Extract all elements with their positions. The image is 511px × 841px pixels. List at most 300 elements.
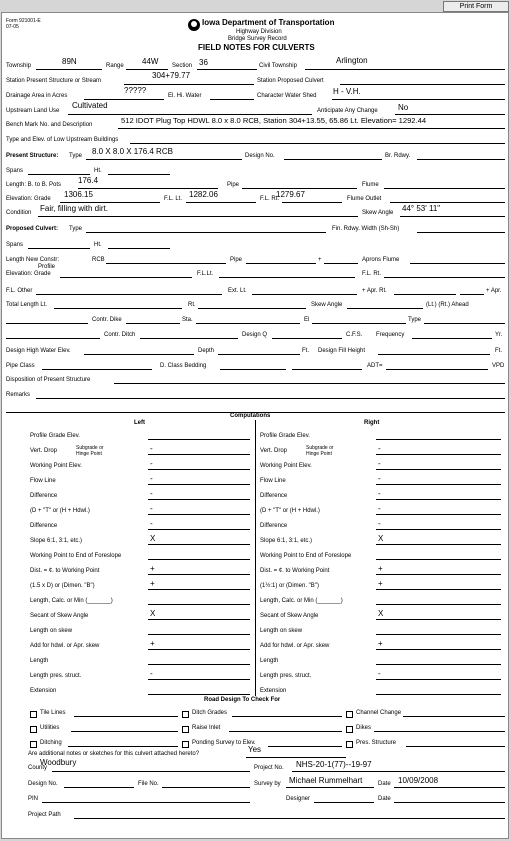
lt-rt-ahead-label: (Lt.) (Rt.) Ahead: [426, 302, 469, 308]
proposed-type-label: Type: [69, 226, 83, 232]
comp-left-line: [148, 619, 250, 620]
br-rdwy-label: Br. Rdwy.: [385, 153, 411, 159]
civil-township-line: [305, 69, 505, 70]
record-name: Bridge Survey Record: [228, 36, 287, 42]
fl-rt2-label: F.L. Rt.: [362, 271, 382, 277]
comp-left-field[interactable]: X: [150, 609, 156, 618]
date-label: Date: [378, 781, 391, 787]
design-q-line: [272, 338, 342, 339]
comp-right-label: (D + "T" or (H + Hdwl.): [260, 508, 320, 514]
comp-right-label: Flow Line: [260, 478, 286, 484]
comp-left-sub1: Subgrade or: [76, 445, 104, 451]
form-number: Form 921001-E: [6, 18, 41, 24]
comp-right-sub1: Subgrade or: [306, 445, 334, 451]
upstream-land-use-label: Upstream Land Use: [6, 108, 60, 114]
flume-outlet-line: [390, 202, 505, 203]
contr-dike-label: Contr. Dike: [92, 317, 122, 323]
station-present-line: [124, 84, 254, 85]
township-line: [36, 69, 102, 70]
notes-answer-field[interactable]: Yes: [248, 745, 262, 754]
design-no-label: Design No.: [245, 153, 275, 159]
apr-label: + Apr.: [486, 288, 502, 294]
ht-label: Ht.: [94, 168, 102, 174]
section-field[interactable]: 36: [199, 58, 208, 67]
fl-rt-field[interactable]: 1279.67: [276, 190, 305, 199]
checkbox-ponding-survey-to-elev[interactable]: [182, 741, 189, 748]
checkbox-line: [232, 716, 342, 717]
road-design-title: Road Design To Check For: [204, 697, 281, 703]
d-class-bedding-label: D. Class Bedding: [160, 363, 207, 369]
flume-line: [384, 188, 505, 189]
comp-right-label: Dist. = ¢. to Working Point: [260, 568, 330, 574]
checkbox-label: Channel Change: [356, 710, 402, 716]
comp-left-line: [148, 694, 250, 695]
skew-angle-field[interactable]: 44° 53' 11": [402, 204, 441, 213]
checkbox-label: Tile Lines: [40, 710, 66, 716]
division-name: Highway Division: [236, 29, 282, 35]
apr-rt-label: + Apr. Rt.: [362, 288, 387, 294]
disposition-line: [114, 383, 505, 384]
comp-left-line: [148, 589, 250, 590]
drainage-area-label: Drainage Area in Acres: [6, 93, 68, 99]
checkbox-tile-lines[interactable]: [30, 711, 37, 718]
condition-line: [38, 216, 358, 217]
skew-angle-line: [400, 216, 505, 217]
section-label: Section: [172, 63, 193, 69]
skew-angle2-line: [347, 308, 423, 309]
type2-line: [424, 323, 505, 324]
comp-left-line: [148, 499, 250, 500]
drainage-area-field[interactable]: ?????: [124, 86, 147, 95]
comp-right-label: Length pres. struct.: [260, 673, 312, 679]
plus-line: [324, 263, 358, 264]
fl-lt-label: F.L. Lt.: [164, 196, 183, 202]
character-water-shed-label: Character Water Shed: [257, 93, 317, 99]
comp-left-label: Length: [30, 658, 49, 664]
comp-right-line: [376, 619, 501, 620]
comp-right-label: Length: [260, 658, 279, 664]
checkbox-line: [406, 746, 505, 747]
spans-label: Spans: [6, 168, 24, 174]
proposed-pipe-label: Pipe: [230, 257, 243, 263]
proposed-culvert-label: Proposed Culvert:: [6, 226, 59, 232]
remarks-label: Remarks: [6, 392, 31, 398]
profile-label: Profile: [38, 264, 56, 270]
aprons-flume-label: Aprons Flume: [362, 257, 400, 263]
comp-left-line: [148, 469, 250, 470]
checkbox-line: [403, 716, 505, 717]
rt-line: [198, 308, 306, 309]
checkbox-line: [268, 746, 342, 747]
sta-line: [196, 323, 300, 324]
comp-right-line: [376, 634, 501, 635]
rt-label: Rt.: [188, 302, 196, 308]
design-no-line: [284, 159, 382, 160]
form-date: 07-05: [6, 24, 19, 30]
checkbox-raise-inlet[interactable]: [182, 726, 189, 733]
comp-right-field[interactable]: X: [378, 534, 384, 543]
comp-right-field[interactable]: -: [378, 444, 381, 453]
notes-answer-line: [246, 757, 346, 758]
comp-left-label: Length pres. struct.: [30, 673, 82, 679]
design-high-water-label: Design High Water Elev.: [6, 348, 71, 354]
comp-left-field[interactable]: +: [150, 579, 155, 588]
comp-right-line: [376, 694, 501, 695]
fl-lt-field[interactable]: 1282.06: [189, 190, 218, 199]
township-label: Township: [6, 63, 32, 69]
comp-left-label: Profile Grade Elev.: [30, 433, 80, 439]
yr-label: Yr.: [495, 332, 503, 338]
computations-divider: [255, 420, 256, 696]
flume-label: Flume: [362, 182, 379, 188]
rcb-line: [106, 263, 226, 264]
checkbox-line: [71, 731, 178, 732]
comp-left-label: Slope 6:1, 3:1, etc.): [30, 538, 83, 544]
comp-right-sub2: Hinge Point: [306, 451, 332, 457]
comp-right-line: [376, 679, 501, 680]
fin-rdwy-label: Fin. Rdwy. Width (Sh-Sh): [332, 226, 400, 232]
checkbox-ditch-grades[interactable]: [182, 711, 189, 718]
design-q-label: Design Q: [242, 332, 268, 338]
anticipate-change-field[interactable]: No: [398, 103, 409, 112]
comp-right-field[interactable]: -: [378, 519, 381, 528]
checkbox-line: [68, 746, 178, 747]
civil-township-field[interactable]: Arlington: [336, 56, 368, 65]
comp-right-line: [376, 529, 501, 530]
proposed-ht-line: [108, 248, 170, 249]
drainage-area-line: [84, 99, 164, 100]
pipe-line: [242, 188, 357, 189]
project-no-field[interactable]: NHS-20-1(77)--19-97: [296, 760, 372, 769]
sta-label: Sta.: [182, 317, 193, 323]
total-length-lt-label: Total Length Lt.: [6, 302, 48, 308]
elevation-grade-label: Elevation: Grade: [6, 196, 51, 202]
character-water-shed-field[interactable]: H - V.H.: [333, 87, 361, 96]
total-length-lt-line: [54, 308, 182, 309]
comp-right-label: (1½:1) or (Dimen. "B"): [260, 583, 319, 589]
comp-right-label: Add for hdwl. or Apr. skew: [260, 643, 330, 649]
checkbox-pres-structure[interactable]: [346, 741, 353, 748]
frequency-label: Frequency: [376, 332, 405, 338]
pipe-class-label: Pipe Class: [6, 363, 35, 369]
comp-left-field[interactable]: +: [150, 564, 155, 573]
flume-outlet-label: Flume Outlet: [347, 196, 382, 202]
spans-line: [28, 174, 90, 175]
type-elev-buildings-line: [130, 143, 505, 144]
checkbox-channel-change[interactable]: [346, 711, 353, 718]
file-no-label: File No.: [138, 781, 159, 787]
range-label: Range: [106, 63, 124, 69]
depth-label: Depth: [198, 348, 215, 354]
elevation-grade2-label: Elevation: Grade: [6, 271, 51, 277]
comp-right-label: Difference: [260, 493, 288, 499]
file-no-line: [162, 787, 250, 788]
condition-label: Condition: [6, 210, 32, 216]
comp-right-line: [376, 559, 501, 560]
station-proposed-label: Station Proposed Culvert: [257, 78, 324, 84]
iowa-dot-logo-icon: [188, 19, 200, 31]
fl-other-label: F.L. Other: [6, 288, 33, 294]
comp-left-label: Dist. = ¢. to Working Point: [30, 568, 100, 574]
form-sheet: [1, 12, 509, 839]
comp-left-field[interactable]: -: [150, 519, 153, 528]
checkbox-label: Ditching: [40, 740, 62, 746]
design-no-footer-line: [64, 787, 134, 788]
checkbox-dikes[interactable]: [346, 726, 353, 733]
comp-left-field[interactable]: -: [150, 444, 153, 453]
comp-left-line: [148, 514, 250, 515]
survey-by-field[interactable]: Michael Rummelhart: [289, 776, 363, 785]
br-rdwy-line: [417, 159, 505, 160]
comp-right-field[interactable]: +: [378, 639, 383, 648]
el-label: El: [304, 317, 310, 323]
comp-left-line: [148, 634, 250, 635]
el-hi-water-line: [210, 99, 254, 100]
fl-rt-line: [282, 202, 342, 203]
designer-label: Designer: [286, 796, 311, 802]
checkbox-label: Ponding Survey to Elev.: [192, 740, 256, 746]
print-form-button[interactable]: Print Form: [443, 1, 509, 12]
date-field[interactable]: 10/09/2008: [398, 776, 439, 785]
county-field[interactable]: Woodbury: [40, 758, 77, 767]
computations-right-heading: Right: [364, 420, 380, 426]
frequency-line: [412, 338, 492, 339]
length-b-to-b-label: Length: B. to B. Pots: [6, 182, 62, 188]
skew-angle2-label: Skew Angle: [311, 302, 343, 308]
comp-left-field[interactable]: -: [150, 669, 153, 678]
type-elev-buildings-label: Type and Elev. of Low Upstream Buildings: [6, 137, 119, 143]
blank-line: [292, 369, 362, 370]
civil-township-label: Civil Township: [259, 63, 297, 69]
apr-line: [460, 294, 484, 295]
comp-left-field[interactable]: +: [150, 639, 155, 648]
date2-label: Date: [378, 796, 391, 802]
proposed-spans-line: [28, 248, 90, 249]
comp-left-label: (D + "T" or (H + Hdwl.): [30, 508, 90, 514]
comp-left-line: [148, 574, 250, 575]
checkbox-label: Pres. Structure: [356, 740, 397, 746]
bench-mark-field[interactable]: 512 IDOT Plug Top HDWL 8.0 x 8.0 RCB, Station 304+13.55, 65.86 Lt. Elevation= 1292.44: [121, 116, 427, 125]
comp-right-line: [376, 514, 501, 515]
survey-by-line: [286, 787, 374, 788]
checkbox-label: Raise Inlet: [192, 725, 221, 731]
comp-left-line: [148, 604, 250, 605]
comp-left-label: Secant of Skew Angle: [30, 613, 89, 619]
checkbox-utilities[interactable]: [30, 726, 37, 733]
upstream-land-use-field[interactable]: Cultivated: [72, 101, 108, 110]
apr-rt-line: [394, 294, 456, 295]
project-no-label: Project No.: [254, 765, 284, 771]
proposed-pipe-line: [246, 263, 316, 264]
elevation-grade-field[interactable]: 1306.15: [64, 190, 93, 199]
survey-by-label: Survey by: [254, 781, 281, 787]
comp-right-line: [376, 484, 501, 485]
remarks-line-1: [36, 398, 505, 399]
comp-left-field[interactable]: -: [150, 504, 153, 513]
checkbox-line: [74, 716, 178, 717]
pin-label: PIN: [28, 796, 39, 802]
comp-right-label: Profile Grade Elev.: [260, 433, 310, 439]
comp-right-label: Difference: [260, 523, 288, 529]
comp-right-field[interactable]: +: [378, 579, 383, 588]
ext-lt-line: [252, 294, 357, 295]
contr-dike-line-2: [126, 323, 180, 324]
comp-right-field[interactable]: -: [378, 504, 381, 513]
township-field[interactable]: 89N: [62, 57, 77, 66]
upstream-land-use-line: [68, 114, 312, 115]
comp-left-label: Vert. Drop: [30, 448, 58, 454]
ft2-label: Ft.: [495, 348, 502, 354]
comp-right-line: [376, 649, 501, 650]
comp-right-label: Length, Calc. or Min (_______): [260, 598, 343, 604]
comp-right-field[interactable]: -: [378, 474, 381, 483]
comp-left-line: [148, 649, 250, 650]
comp-left-label: Length on skew: [30, 628, 73, 634]
designer-line: [314, 802, 374, 803]
el-hi-water-label: El. Hi. Water: [168, 93, 202, 99]
checkbox-ditching[interactable]: [30, 741, 37, 748]
adt-line: [386, 369, 488, 370]
adt-label: ADT=: [367, 363, 383, 369]
notes-question: Are additional notes or sketches for this culvert attached hereto?: [28, 751, 200, 757]
comp-left-sub2: Hinge Point: [76, 451, 102, 457]
comp-left-label: Working Point Elev.: [30, 463, 82, 469]
bench-mark-line: [118, 128, 505, 129]
fl-rt2-line: [384, 277, 505, 278]
computations-title: Computations: [230, 413, 271, 419]
date2-line: [394, 802, 505, 803]
station-present-field[interactable]: 304+79.77: [152, 71, 191, 80]
comp-right-label: Slope 6:1, 3:1, etc.): [260, 538, 313, 544]
anticipate-change-label: Anticipate Any Change: [317, 108, 378, 114]
comp-left-line: [148, 439, 250, 440]
comp-right-field[interactable]: -: [378, 459, 381, 468]
comp-left-field[interactable]: -: [150, 474, 153, 483]
comp-left-label: Flow Line: [30, 478, 56, 484]
project-no-line: [292, 771, 505, 772]
date-line: [394, 787, 505, 788]
comp-left-line: [148, 559, 250, 560]
comp-right-label: Secant of Skew Angle: [260, 613, 319, 619]
ft-label: Ft.: [302, 348, 309, 354]
character-water-shed-line: [332, 99, 505, 100]
page-title: FIELD NOTES FOR CULVERTS: [198, 43, 315, 52]
comp-right-label: Working Point to End of Foreslope: [260, 553, 352, 559]
checkbox-label: Utilities: [40, 725, 60, 731]
agency-name: Iowa Department of Transportation: [202, 18, 335, 27]
project-path-label: Project Path: [28, 812, 61, 818]
comp-left-field[interactable]: -: [150, 489, 153, 498]
comp-right-line: [376, 604, 501, 605]
pipe-class-line: [42, 369, 152, 370]
project-path-line: [74, 818, 505, 819]
contr-dike-line-1: [6, 323, 88, 324]
comp-right-field[interactable]: -: [378, 489, 381, 498]
range-line: [126, 69, 168, 70]
checkbox-line: [229, 731, 342, 732]
comp-right-label: Vert. Drop: [260, 448, 288, 454]
present-type-line: [86, 159, 242, 160]
proposed-ht-label: Ht.: [94, 242, 102, 248]
comp-left-label: Extension: [30, 688, 57, 694]
comp-right-field[interactable]: -: [378, 669, 381, 678]
comp-left-field[interactable]: -: [150, 459, 153, 468]
proposed-type-line: [86, 232, 326, 233]
el-line: [312, 323, 406, 324]
depth-line: [218, 354, 300, 355]
present-type-label: Type: [69, 153, 83, 159]
county-line: [52, 771, 250, 772]
checkbox-label: Ditch Grades: [192, 710, 228, 716]
bench-mark-label: Bench Mark No. and Description: [6, 122, 93, 128]
cfs-label: C.F.S.: [346, 332, 363, 338]
comp-left-field[interactable]: X: [150, 534, 156, 543]
pipe-label: Pipe: [227, 182, 240, 188]
fl-lt-line: [186, 202, 256, 203]
plus-label: +: [318, 257, 322, 263]
comp-right-label: Extension: [260, 688, 287, 694]
pin-line: [42, 802, 250, 803]
comp-right-line: [376, 454, 501, 455]
comp-left-line: [148, 484, 250, 485]
present-type-field[interactable]: 8.0 X 8.0 X 176.4 RCB: [92, 147, 173, 156]
comp-right-line: [376, 469, 501, 470]
anticipate-change-line: [395, 114, 505, 115]
fl-lt2-label: F.L.Lt.: [197, 271, 214, 277]
comp-left-label: (1.5 x D) or (Dimen. "B"): [30, 583, 95, 589]
skew-angle-label: Skew Angle: [362, 210, 394, 216]
comp-left-label: Length, Calc. or Min (_______): [30, 598, 113, 604]
elevation-grade-line: [60, 202, 160, 203]
design-fill-height-line: [378, 354, 490, 355]
comp-right-field[interactable]: +: [378, 564, 383, 573]
present-structure-label: Present Structure:: [6, 153, 59, 159]
rcb-label: RCB: [92, 257, 105, 263]
comp-right-label: Length on skew: [260, 628, 303, 634]
section-line: [197, 69, 257, 70]
comp-left-line: [148, 664, 250, 665]
comp-left-label: Working Point to End of Foreslope: [30, 553, 122, 559]
length-b-to-b-line: [78, 188, 218, 189]
comp-left-line: [148, 454, 250, 455]
contr-ditch-label: Contr. Ditch: [104, 332, 136, 338]
checkbox-label: Dikes: [356, 725, 372, 731]
comp-left-label: Difference: [30, 493, 58, 499]
design-fill-height-label: Design Fill Height: [318, 348, 366, 354]
ext-lt-label: Ext. Lt.: [228, 288, 247, 294]
contr-ditch-line-1: [6, 338, 100, 339]
vpd-label: VPD: [492, 363, 505, 369]
comp-left-label: Difference: [30, 523, 58, 529]
condition-field[interactable]: Fair, filling with dirt.: [40, 204, 109, 213]
computations-left-heading: Left: [134, 420, 145, 426]
comp-left-line: [148, 544, 250, 545]
length-b-to-b-field[interactable]: 176.4: [78, 176, 99, 185]
ht-line: [108, 174, 170, 175]
comp-right-line: [376, 544, 501, 545]
range-field[interactable]: 44W: [142, 57, 159, 66]
comp-right-field[interactable]: X: [378, 609, 384, 618]
comp-right-line: [376, 589, 501, 590]
disposition-label: Disposition of Present Structure: [6, 377, 91, 383]
aprons-flume-line: [410, 263, 505, 264]
checkbox-line: [374, 731, 505, 732]
county-label: County: [28, 765, 48, 771]
comp-right-label: Working Point Elev.: [260, 463, 312, 469]
fl-other-line: [36, 294, 222, 295]
comp-right-line: [376, 574, 501, 575]
fl-lt2-line: [219, 277, 355, 278]
